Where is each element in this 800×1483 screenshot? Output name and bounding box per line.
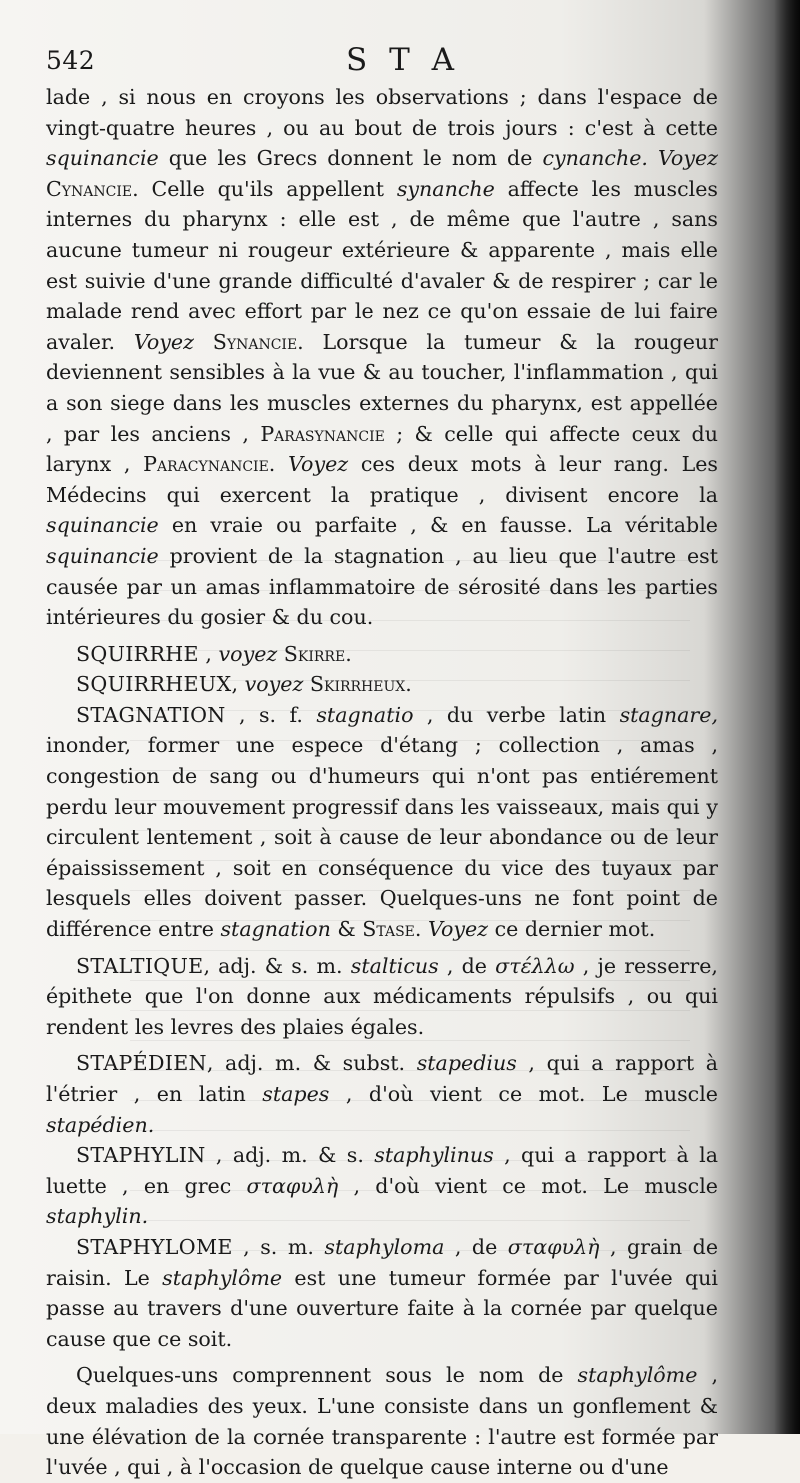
page-text [46,82,718,1483]
headword: STAPHYLIN [76,1143,206,1168]
headword: STAGNATION [76,702,226,727]
entry-staphylin: STAPHYLIN , adj. m. & s. staphylinus , qui a rapport à la luette , en grec σταφυλὴ , d'où vient ce mot. Le muscle staphylin. [46,1143,718,1229]
headword: STALTIQUE [76,953,204,978]
running-head: S T A [346,42,461,78]
entry-staphylome: STAPHYLOME , s. m. staphyloma , de σταφυλὴ , grain de raisin. Le staphylôme est une tumeur formée par l'uvée qui passe au travers d'une ouverture faite à la cornée par quelque cause que ce soit. [46,1234,719,1351]
headword: SQUIRRHEUX [76,672,232,697]
greek-word: στέλλω [495,953,575,978]
entry-stapedien: STAPÉDIEN, adj. m. & subst. stapedius , qui a rapport à l'étrier , en latin stapes , d'où vient ce mot. Le muscle stapédien. [46,1051,718,1137]
binding-shadow [774,0,800,1434]
greek-word: σταφυλὴ [246,1173,339,1198]
headword: SQUIRRHE [76,641,199,666]
headword: STAPHYLOME [76,1234,233,1259]
greek-word: σταφυλὴ [507,1234,600,1259]
entry-squirrheux: SQUIRRHEUX, voyez Skirrheux. [76,672,412,697]
headword: STAPÉDIEN [76,1051,207,1076]
entry-staltique: STALTIQUE, adj. & s. m. stalticus , de στέλλω , je resserre, épithete que l'on donne aux médicaments répulsifs , ou qui rendent les levres des plaies égales. [46,953,718,1039]
entry-stagnation: STAGNATION , s. f. stagnatio , du verbe latin stagnare, inonder, former une espece d'étang ; collection , amas , congestion de sang ou d'humeurs qui n'ont pas entiérement perdu leur mouvement progressif dans les vaisseaux, mais qui y circulent lentement , soit à cause de leur abondance ou de leur épaississement , soit en conséquence du vice des tuyaux par lesquels elles doivent passer. Quelques-uns ne font point de différence entre stagnation & Stase. Voyez ce dernier mot. [46,702,719,942]
entry-squirrhe: SQUIRRHE , voyez Skirre. [76,641,352,666]
paragraph-staphylome-continued: Quelques-uns comprennent sous le nom de staphylôme , deux maladies des yeux. L'une consiste dans un gonflement & une élévation de la cornée transparente : l'autre est formée par l'uvée , qui , à l'occasion de quelque cause interne ou d'une [46,1363,718,1480]
page-number: 542 [46,46,96,75]
paragraph-squinancie-continued: lade , si nous en croyons les observations ; dans l'espace de vingt-quatre heures , ou au bout de trois jours : c'est à cette squinancie que les Grecs donnent le nom de cynanche. Voyez Cynancie. Celle qu'ils appellent synanche affecte les muscles internes du pharynx : elle est , de même que l'autre , sans aucune tumeur ni rougeur extérieure & apparente , mais elle est suivie d'une grande difficulté d'avaler & de respirer ; car le malade rend avec effort par le nez ce qu'on essaie de lui faire avaler. Voyez Synancie. Lorsque la tumeur & la rougeur deviennent sensibles à la vue & au toucher, l'inflammation , qui a son siege dans les muscles externes du pharynx, est appellée , par les anciens , Parasynancie ; & celle qui affecte ceux du larynx , Paracynancie. Voyez ces deux mots à leur rang. Les Médecins qui exercent la pratique , divisent encore la squinancie en vraie ou parfaite , & en fausse. La véritable squinancie provient de la stagnation , au lieu que l'autre est causée par un amas inflammatoire de sérosité dans les parties intérieures du gosier & du cou. [46,85,719,630]
page-header [46,42,726,82]
